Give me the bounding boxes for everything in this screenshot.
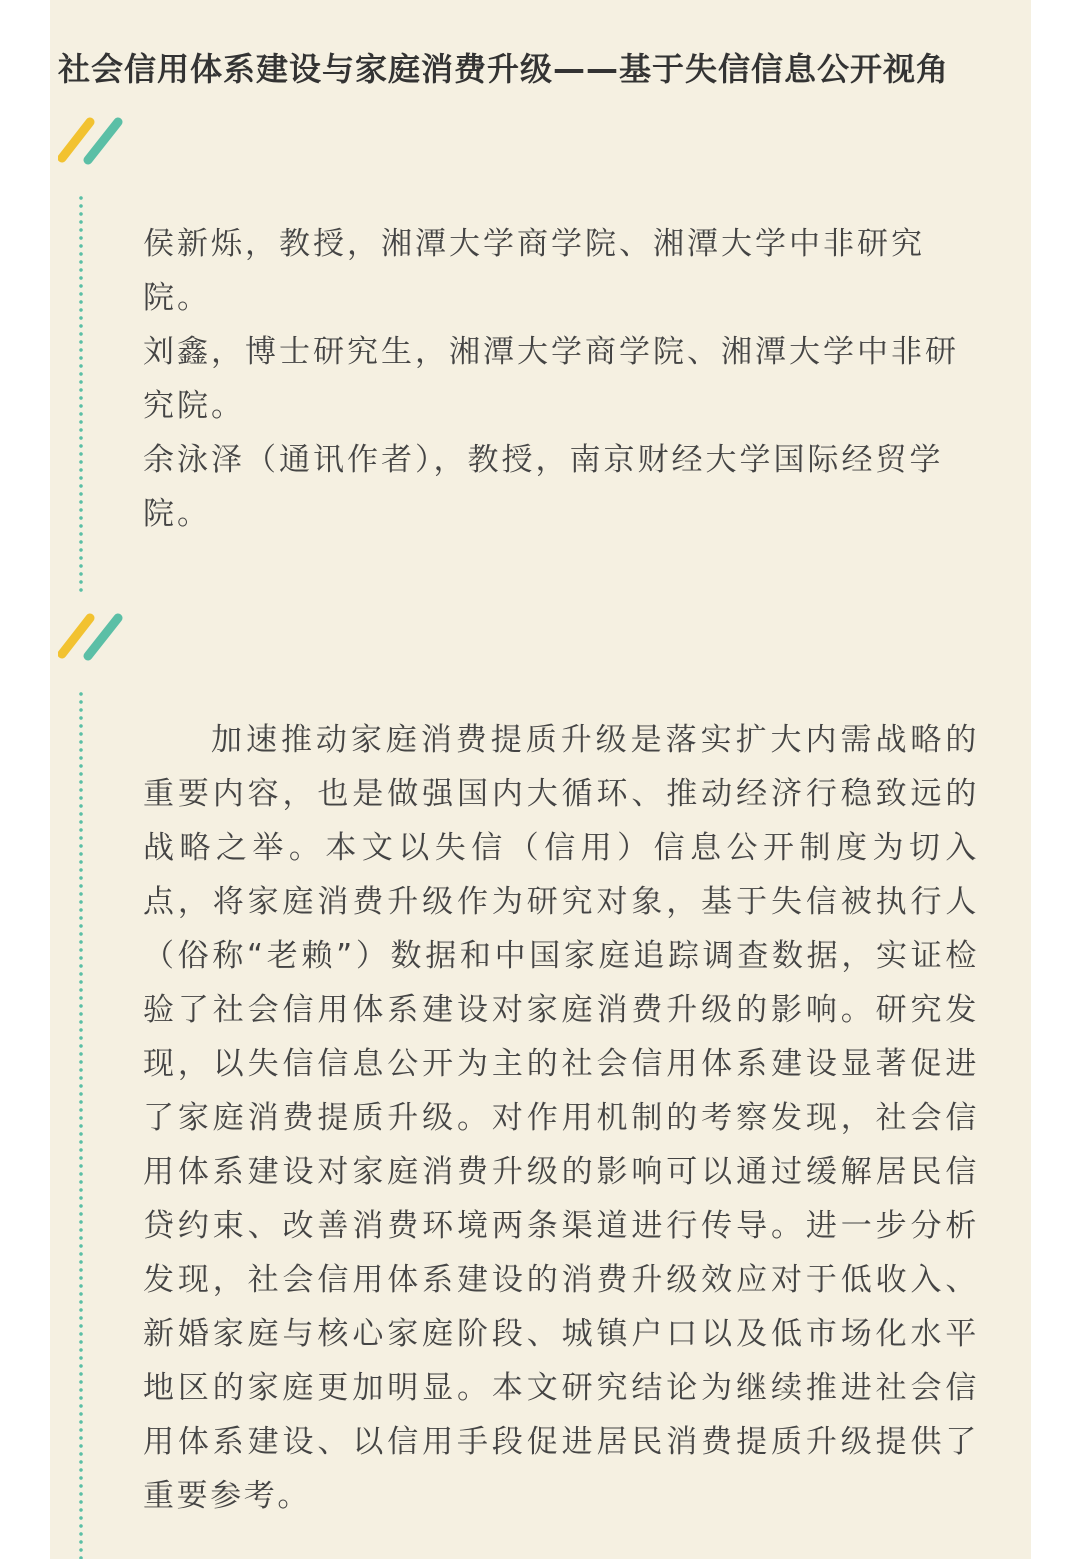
author-entry: 刘鑫，博士研究生，湘潭大学商学院、湘潭大学中非研究院。 bbox=[143, 334, 959, 424]
author-list bbox=[143, 217, 981, 541]
section-divider-dots bbox=[79, 690, 83, 1559]
section-divider-dots bbox=[79, 194, 83, 592]
author-entry: 余泳泽（通讯作者），教授，南京财经大学国际经贸学院。 bbox=[143, 442, 944, 532]
abstract-paragraph: 加速推动家庭消费提质升级是落实扩大内需战略的重要内容，也是做强国内大循环、推动经济行稳致远的战略之举。本文以失信（信用）信息公开制度为切入点，将家庭消费升级作为研究对象，基于失信被执行人（俗称“老赖”）数据和中国家庭追踪调查数据，实证检验了社会信用体系建设对家庭消费升级的影响。研究发现，以失信信息公开为主的社会信用体系建设显著促进了家庭消费提质升级。对作用机制的考察发现，社会信用体系建设对家庭消费升级的影响可以通过缓解居民信贷约束、改善消费环境两条渠道进行传导。进一步分析发现，社会信用体系建设的消费升级效应对于低收入、新婚家庭与核心家庭阶段、城镇户口以及低市场化水平地区的家庭更加明显。本文研究结论为继续推进社会信用体系建设、以信用手段促进居民消费提质升级提供了重要参考。 bbox=[143, 722, 979, 1514]
double-slash-icon bbox=[58, 116, 128, 166]
author-entry: 侯新烁，教授，湘潭大学商学院、湘潭大学中非研究院。 bbox=[143, 226, 925, 316]
article-title: 社会信用体系建设与家庭消费升级——基于失信信息公开视角 bbox=[58, 50, 950, 88]
double-slash-icon bbox=[58, 612, 128, 662]
